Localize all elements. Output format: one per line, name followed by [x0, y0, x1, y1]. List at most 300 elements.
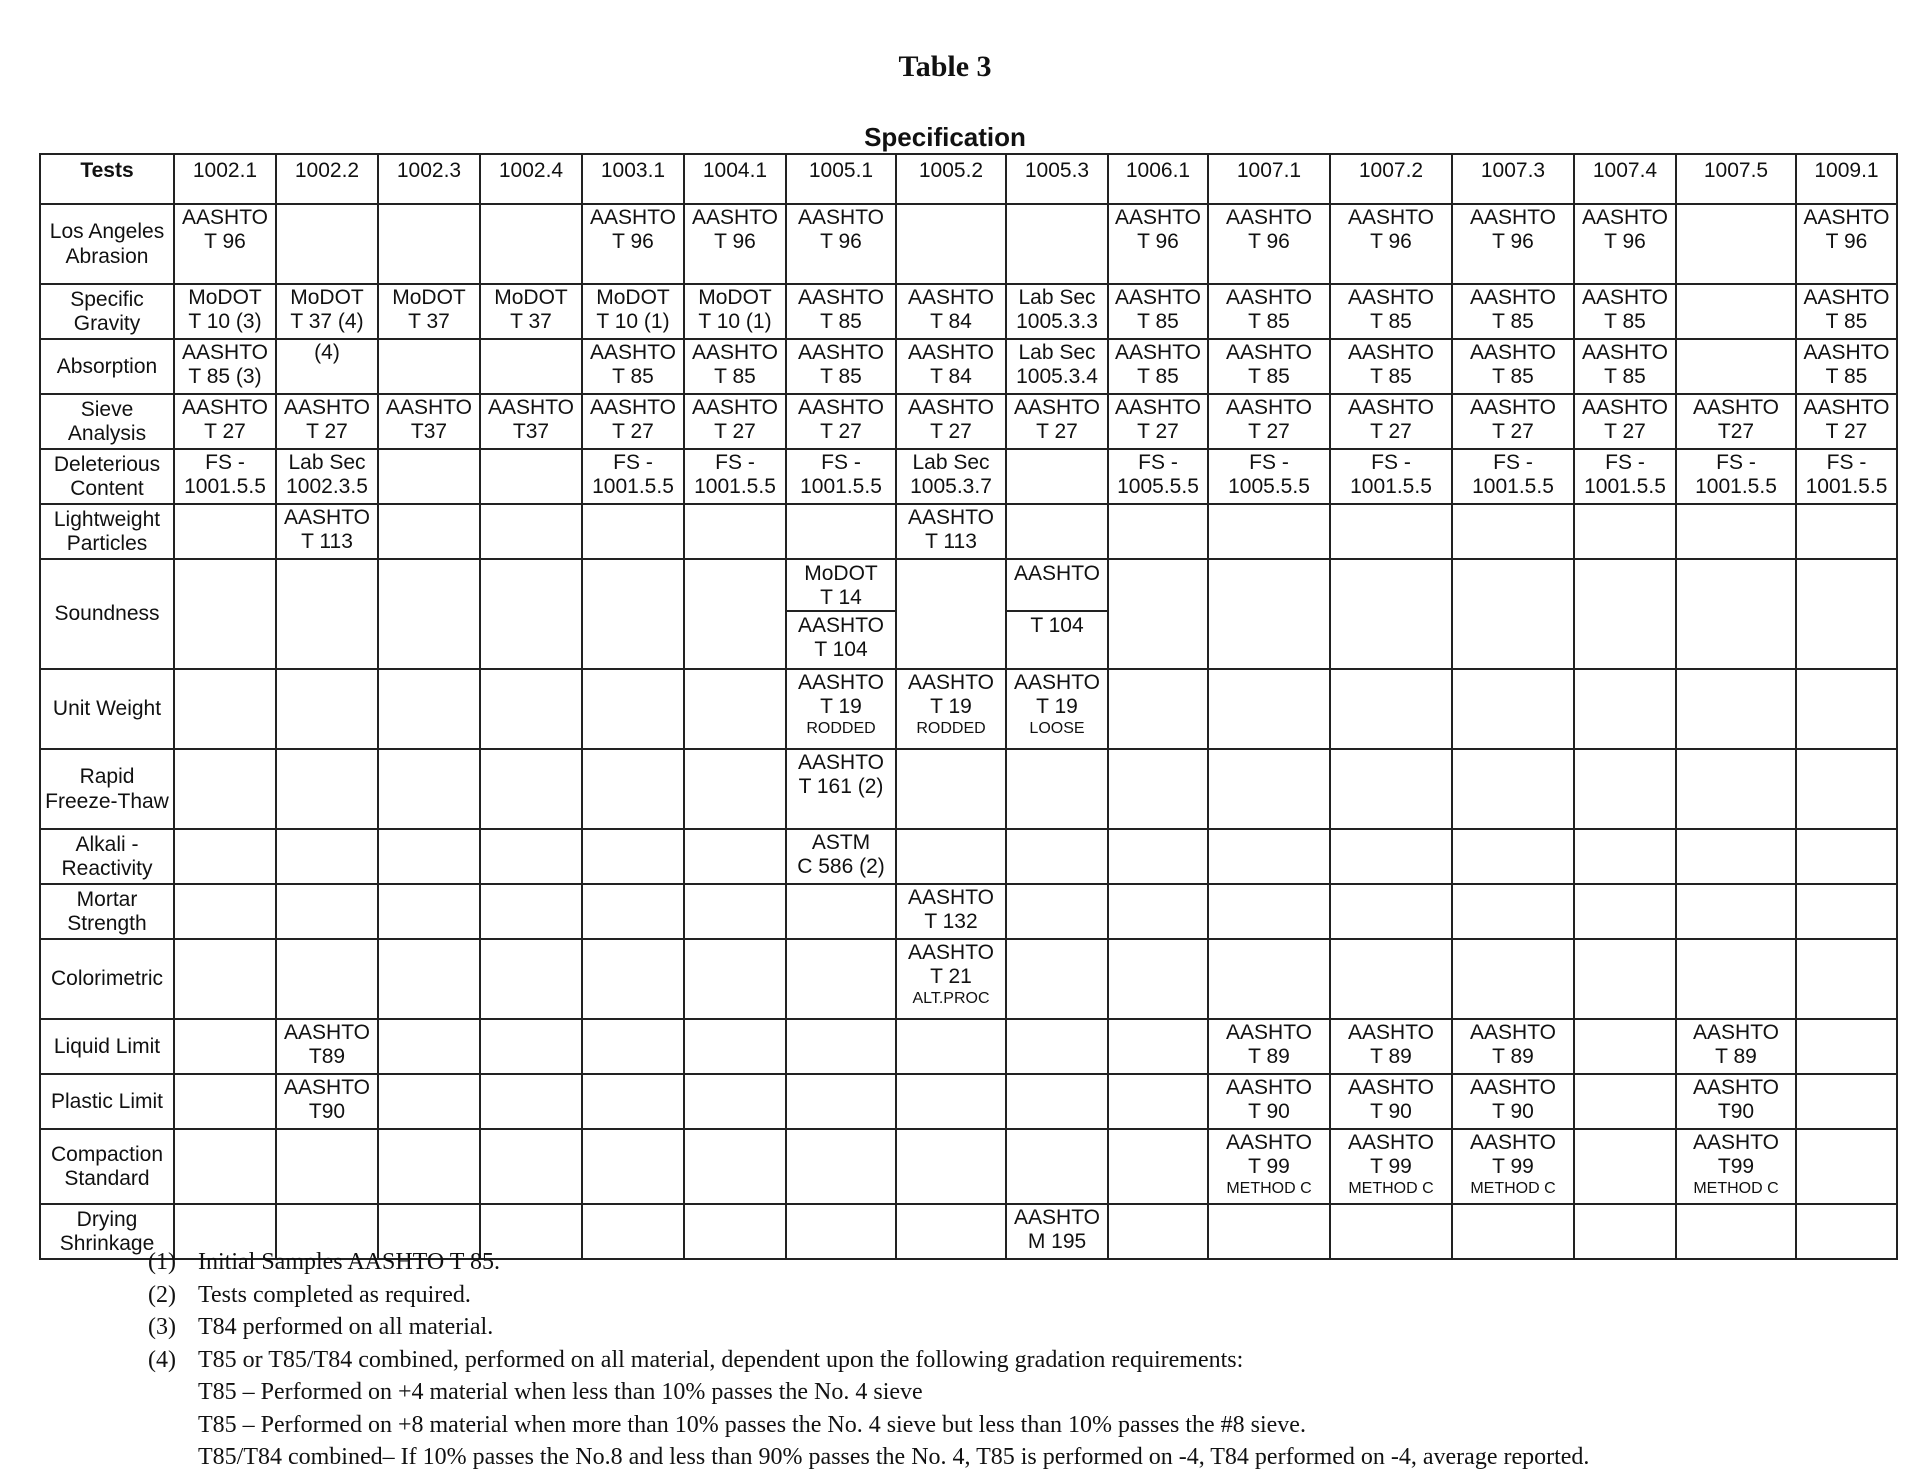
spec-cell	[480, 669, 582, 749]
spec-cell	[480, 884, 582, 939]
cell-line: AASHTO	[284, 506, 370, 529]
cell-line: T 85	[1370, 365, 1412, 389]
spec-cell	[1208, 394, 1330, 449]
cell-line: AASHTO	[386, 396, 472, 419]
cell-line: RODDED	[806, 719, 876, 737]
spec-cell	[1574, 204, 1676, 284]
cell-line: T 96	[612, 230, 654, 254]
cell-line: AASHTO	[1803, 206, 1890, 229]
spec-cell	[1676, 504, 1796, 559]
spec-cell	[1574, 1129, 1676, 1204]
footnote	[148, 1311, 1908, 1344]
cell-line: 1005.5.5	[1117, 475, 1199, 499]
spec-cell	[684, 394, 786, 449]
cell-line: AASHTO	[798, 671, 884, 694]
spec-cell	[480, 939, 582, 1019]
cell-line: AASHTO	[1115, 206, 1201, 229]
spec-cell	[786, 1074, 896, 1129]
cell-line: AASHTO	[1226, 396, 1312, 419]
footnotes	[148, 1246, 1908, 1474]
cell-line: T 27	[1370, 420, 1412, 444]
spec-cell	[582, 939, 684, 1019]
spec-cell	[1452, 559, 1574, 669]
cell-line: AASHTO	[908, 286, 994, 309]
table-row	[40, 829, 1897, 884]
cell-line: 1001.5.5	[1584, 475, 1666, 499]
spec-cell	[1452, 504, 1574, 559]
cell-line: T 85	[1825, 310, 1868, 334]
test-name-cell: Deleterious Content	[40, 449, 174, 504]
spec-cell	[378, 829, 480, 884]
column-header: 1009.1	[1796, 154, 1897, 204]
split-cell-part	[1007, 612, 1107, 664]
cell-line: T90	[308, 1100, 346, 1124]
cell-line: AASHTO	[1470, 1021, 1556, 1044]
spec-cell	[684, 669, 786, 749]
cell-line: AASHTO	[1348, 1131, 1434, 1154]
cell-line: T 132	[924, 910, 978, 934]
spec-cell	[684, 339, 786, 394]
spec-cell	[1208, 339, 1330, 394]
spec-cell	[896, 504, 1006, 559]
table-row	[40, 339, 1897, 394]
spec-cell	[1796, 339, 1897, 394]
footnote	[148, 1246, 1908, 1279]
spec-cell	[1452, 1129, 1574, 1204]
column-header: 1005.2	[896, 154, 1006, 204]
table-row	[40, 559, 1897, 669]
cell-line: T 27	[1604, 420, 1646, 444]
spec-cell	[1108, 1074, 1208, 1129]
spec-cell	[786, 394, 896, 449]
spec-cell	[896, 749, 1006, 829]
table-row	[40, 449, 1897, 504]
spec-cell	[1108, 669, 1208, 749]
spec-cell	[1208, 1019, 1330, 1074]
cell-line: AASHTO	[798, 341, 884, 364]
spec-cell	[378, 284, 480, 339]
cell-line: MoDOT	[494, 286, 568, 309]
spec-cell	[378, 1129, 480, 1204]
cell-line: 1005.3.7	[910, 475, 992, 499]
spec-cell	[1108, 394, 1208, 449]
spec-cell	[786, 284, 896, 339]
spec-cell	[896, 829, 1006, 884]
spec-cell	[1006, 449, 1108, 504]
spec-cell	[1452, 884, 1574, 939]
cell-line: METHOD C	[1348, 1179, 1434, 1197]
spec-cell	[276, 204, 378, 284]
cell-line: T 27	[820, 420, 862, 444]
spec-cell	[480, 394, 582, 449]
spec-cell	[1574, 339, 1676, 394]
cell-line: AASHTO	[692, 341, 778, 364]
cell-line: AASHTO	[590, 341, 676, 364]
cell-line: T 89	[1715, 1045, 1757, 1069]
spec-cell	[378, 204, 480, 284]
spec-cell	[174, 339, 276, 394]
cell-line: T 96	[820, 230, 862, 254]
spec-cell	[378, 1019, 480, 1074]
spec-cell	[1108, 284, 1208, 339]
table-row	[40, 749, 1897, 829]
spec-cell	[276, 394, 378, 449]
spec-cell	[684, 939, 786, 1019]
cell-line: T 27	[1036, 420, 1078, 444]
spec-cell	[480, 1129, 582, 1204]
spec-cell	[1676, 669, 1796, 749]
spec-cell	[896, 284, 1006, 339]
column-header: 1003.1	[582, 154, 684, 204]
table-row	[40, 394, 1897, 449]
cell-line: MoDOT	[290, 286, 364, 309]
column-header: 1007.3	[1452, 154, 1574, 204]
spec-cell	[174, 204, 276, 284]
cell-line: 1001.5.5	[184, 475, 266, 499]
cell-line: T 113	[301, 530, 353, 554]
spec-cell	[786, 339, 896, 394]
footnote-number: (3)	[148, 1314, 176, 1340]
cell-line: T90	[1717, 1100, 1755, 1124]
cell-line: T 27	[1492, 420, 1534, 444]
cell-line: T 99	[1370, 1155, 1412, 1179]
spec-cell	[1452, 394, 1574, 449]
cell-line: AASHTO	[798, 396, 884, 419]
test-name-cell: Rapid Freeze-Thaw	[40, 749, 174, 829]
spec-cell	[1796, 204, 1897, 284]
spec-cell	[582, 504, 684, 559]
column-header: 1002.3	[378, 154, 480, 204]
column-header: 1007.2	[1330, 154, 1452, 204]
spec-cell	[786, 559, 896, 669]
cell-line: AASHTO	[798, 206, 884, 229]
cell-line: T 96	[1492, 230, 1534, 254]
spec-cell	[1006, 1019, 1108, 1074]
cell-line: Lab Sec	[288, 451, 366, 474]
cell-line: AASHTO	[1348, 341, 1434, 364]
cell-line: T 85	[1137, 310, 1179, 334]
cell-line: AASHTO	[284, 1021, 370, 1044]
spec-cell	[1676, 339, 1796, 394]
cell-line: T 27	[714, 420, 756, 444]
spec-cell	[174, 884, 276, 939]
table-row	[40, 1129, 1897, 1204]
spec-cell	[786, 204, 896, 284]
spec-cell	[174, 284, 276, 339]
spec-cell	[1006, 204, 1108, 284]
spec-cell	[582, 1019, 684, 1074]
cell-line: AASHTO	[1348, 286, 1434, 309]
spec-cell	[684, 559, 786, 669]
spec-cell	[1574, 1019, 1676, 1074]
cell-line: 1001.5.5	[1350, 475, 1432, 499]
cell-line: AASHTO	[1693, 1076, 1779, 1099]
spec-cell	[1796, 504, 1897, 559]
column-header: 1005.1	[786, 154, 896, 204]
cell-line: T 89	[1492, 1045, 1534, 1069]
spec-cell	[1208, 449, 1330, 504]
spec-cell	[1574, 449, 1676, 504]
cell-line: T 90	[1370, 1100, 1412, 1124]
spec-cell	[378, 884, 480, 939]
cell-line: 1005.3.4	[1016, 365, 1098, 389]
cell-line: AASHTO	[1582, 286, 1668, 309]
spec-cell	[1330, 1129, 1452, 1204]
cell-line: AASHTO	[1014, 396, 1100, 419]
column-header: 1004.1	[684, 154, 786, 204]
spec-cell	[276, 829, 378, 884]
cell-line: ASTM	[811, 831, 871, 854]
spec-cell	[1796, 284, 1897, 339]
cell-line: MoDOT	[698, 286, 772, 309]
cell-line: T89	[308, 1045, 346, 1069]
cell-line: T 90	[1248, 1100, 1290, 1124]
spec-cell	[684, 884, 786, 939]
footnote	[148, 1279, 1908, 1312]
table-row	[40, 284, 1897, 339]
spec-cell	[174, 1074, 276, 1129]
spec-cell	[174, 394, 276, 449]
spec-cell	[1676, 884, 1796, 939]
table-row	[40, 884, 1897, 939]
test-name-cell: Drying Shrinkage	[40, 1204, 174, 1259]
cell-line: (4)	[314, 341, 340, 364]
cell-line: AASHTO	[182, 206, 268, 229]
spec-cell	[1574, 559, 1676, 669]
spec-cell	[1452, 669, 1574, 749]
cell-line: AASHTO	[284, 1076, 370, 1099]
spec-cell	[1330, 749, 1452, 829]
cell-line: MoDOT	[596, 286, 670, 309]
split-cell-part	[1007, 560, 1107, 612]
cell-line: AASHTO	[1470, 1131, 1556, 1154]
cell-line: T 19	[930, 695, 972, 719]
test-name-cell: Alkali - Reactivity	[40, 829, 174, 884]
cell-line: T 99	[1492, 1155, 1534, 1179]
spec-cell	[480, 559, 582, 669]
cell-line: AASHTO	[1803, 286, 1890, 309]
cell-line: AASHTO	[1470, 286, 1556, 309]
cell-line: RODDED	[916, 719, 986, 737]
spec-cell	[1676, 829, 1796, 884]
spec-cell	[276, 749, 378, 829]
column-header: 1006.1	[1108, 154, 1208, 204]
cell-line: AASHTO	[1693, 396, 1779, 419]
spec-cell	[1796, 449, 1897, 504]
cell-line: FS -	[1716, 451, 1756, 474]
table-subtitle: Specification	[864, 122, 1026, 152]
spec-cell	[1208, 939, 1330, 1019]
cell-line: T 37	[510, 310, 552, 334]
cell-line: T 85	[1492, 310, 1534, 334]
spec-cell	[1108, 559, 1208, 669]
spec-cell	[174, 829, 276, 884]
cell-line: T 85	[1370, 310, 1412, 334]
spec-cell	[1796, 939, 1897, 1019]
cell-line: T 90	[1492, 1100, 1534, 1124]
spec-cell	[276, 884, 378, 939]
cell-line: AASHTO	[1226, 1076, 1312, 1099]
cell-line: T 96	[1825, 230, 1868, 254]
spec-cell	[1108, 829, 1208, 884]
cell-line: MoDOT	[392, 286, 466, 309]
test-name-cell: Lightweight Particles	[40, 504, 174, 559]
spec-cell	[582, 829, 684, 884]
spec-cell	[1676, 939, 1796, 1019]
spec-cell	[1452, 449, 1574, 504]
spec-cell	[1208, 669, 1330, 749]
spec-cell	[1452, 1019, 1574, 1074]
cell-line: MoDOT	[804, 562, 878, 585]
spec-cell	[1452, 1074, 1574, 1129]
cell-line: T 85	[1248, 310, 1290, 334]
table-row	[40, 939, 1897, 1019]
spec-cell	[1676, 1074, 1796, 1129]
spec-cell	[896, 449, 1006, 504]
spec-cell	[786, 749, 896, 829]
spec-cell	[582, 1074, 684, 1129]
test-name-cell: Liquid Limit	[40, 1019, 174, 1074]
spec-cell	[1676, 559, 1796, 669]
cell-line: 1005.3.3	[1016, 310, 1098, 334]
cell-line: AASHTO	[908, 671, 994, 694]
spec-cell	[1006, 1074, 1108, 1129]
cell-line: AASHTO	[1470, 1076, 1556, 1099]
footnote-detail: T85/T84 combined– If 10% passes the No.8 and less than 90% passes the No. 4, T85 is performed on -4, T84 performed on -4, average reported.	[198, 1444, 1590, 1470]
cell-line: AASHTO	[1014, 671, 1100, 694]
cell-line: AASHTO	[908, 396, 994, 419]
cell-line: T 104	[814, 638, 868, 662]
cell-line: METHOD C	[1693, 1179, 1779, 1197]
spec-cell	[1330, 669, 1452, 749]
spec-cell	[786, 669, 896, 749]
spec-cell	[1676, 1129, 1796, 1204]
cell-line: T99	[1717, 1155, 1755, 1179]
cell-line: T 99	[1248, 1155, 1290, 1179]
cell-line: T 161 (2)	[798, 775, 884, 799]
spec-cell	[1452, 339, 1574, 394]
cell-line: T 96	[1137, 230, 1179, 254]
spec-cell	[1676, 204, 1796, 284]
spec-cell	[684, 449, 786, 504]
spec-cell	[1006, 284, 1108, 339]
cell-line: 1001.5.5	[1695, 475, 1777, 499]
cell-line: AASHTO	[590, 206, 676, 229]
cell-line: AASHTO	[908, 941, 994, 964]
cell-line: T 27	[1137, 420, 1179, 444]
cell-line: AASHTO	[1582, 206, 1668, 229]
cell-line: M 195	[1027, 1230, 1087, 1254]
spec-cell	[1676, 449, 1796, 504]
spec-cell	[1574, 394, 1676, 449]
spec-cell	[896, 204, 1006, 284]
spec-cell	[582, 884, 684, 939]
spec-cell	[684, 1019, 786, 1074]
cell-line: T 27	[930, 420, 972, 444]
spec-cell	[786, 449, 896, 504]
cell-line: FS -	[613, 451, 653, 474]
spec-cell	[1006, 1129, 1108, 1204]
spec-cell	[1330, 204, 1452, 284]
cell-line: T 85	[1825, 365, 1868, 389]
cell-line: T 96	[204, 230, 246, 254]
cell-line: AASHTO	[1803, 396, 1890, 419]
spec-cell	[378, 559, 480, 669]
spec-cell	[896, 339, 1006, 394]
spec-cell	[896, 559, 1006, 669]
cell-line: AASHTO	[1115, 396, 1201, 419]
cell-line: T 89	[1370, 1045, 1412, 1069]
spec-cell	[1208, 204, 1330, 284]
spec-cell	[684, 504, 786, 559]
spec-cell	[582, 449, 684, 504]
cell-line: T 96	[1248, 230, 1290, 254]
split-cell-part	[787, 560, 895, 612]
spec-cell	[1574, 284, 1676, 339]
spec-cell	[1796, 559, 1897, 669]
cell-line: 1001.5.5	[1472, 475, 1554, 499]
cell-line: FS -	[1493, 451, 1533, 474]
column-header: 1007.4	[1574, 154, 1676, 204]
cell-line: T 84	[930, 310, 972, 334]
cell-line: T 19	[1036, 695, 1078, 719]
spec-cell	[1208, 884, 1330, 939]
spec-cell	[174, 504, 276, 559]
spec-cell	[1574, 504, 1676, 559]
cell-line: AASHTO	[908, 341, 994, 364]
cell-line: AASHTO	[1226, 341, 1312, 364]
spec-cell	[1676, 394, 1796, 449]
split-cell-part	[787, 612, 895, 664]
spec-cell	[582, 204, 684, 284]
footnote-text: T84 performed on all material.	[198, 1314, 494, 1340]
cell-line: T37	[410, 420, 448, 444]
cell-line: T 104	[1030, 614, 1084, 637]
spec-cell	[1796, 394, 1897, 449]
cell-line: AASHTO	[692, 396, 778, 419]
spec-cell	[1796, 749, 1897, 829]
spec-cell	[1574, 669, 1676, 749]
cell-line: AASHTO	[908, 506, 994, 529]
cell-line: FS -	[821, 451, 861, 474]
cell-line: 1001.5.5	[694, 475, 776, 499]
test-name-cell: Mortar Strength	[40, 884, 174, 939]
cell-line: T 85	[1604, 365, 1646, 389]
spec-cell	[276, 504, 378, 559]
cell-line: AASHTO	[1014, 562, 1100, 585]
spec-cell	[174, 669, 276, 749]
spec-cell	[684, 1074, 786, 1129]
cell-line: T 85	[714, 365, 756, 389]
spec-cell	[896, 1019, 1006, 1074]
spec-cell	[896, 669, 1006, 749]
footnote-detail: T85 – Performed on +8 material when more than 10% passes the No. 4 sieve but less than 10% passes the #8 sieve.	[198, 1411, 1306, 1438]
table-row	[40, 669, 1897, 749]
spec-cell	[1676, 1019, 1796, 1074]
spec-cell	[174, 1019, 276, 1074]
spec-cell	[1330, 884, 1452, 939]
column-header: 1007.5	[1676, 154, 1796, 204]
spec-cell	[1452, 939, 1574, 1019]
spec-cell	[378, 1074, 480, 1129]
footnote	[148, 1344, 1908, 1377]
spec-cell	[174, 449, 276, 504]
spec-cell	[1330, 284, 1452, 339]
spec-cell	[582, 1129, 684, 1204]
cell-line: 1002.3.5	[286, 475, 368, 499]
cell-line: T 85 (3)	[188, 365, 262, 389]
cell-line: Lab Sec	[1018, 341, 1096, 364]
